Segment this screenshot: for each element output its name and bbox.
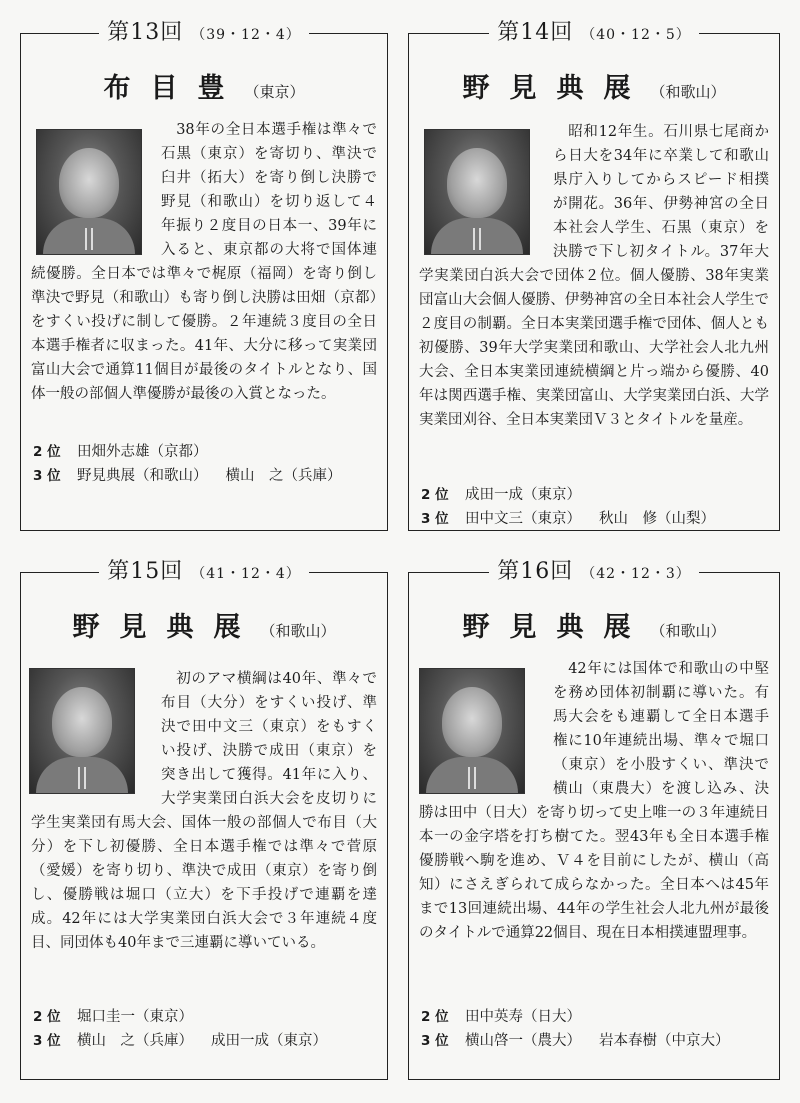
placings: [421, 483, 769, 531]
round-number: 第13回: [107, 20, 184, 45]
bio-text: 38年の全日本選手権は準々で石黒（東京）を寄切り、準決で臼井（拓大）を寄り倒し決勝で野見（和歌山）を切り返して４年振り２度目の日本一、39年に入ると、東京都の大将で国体連続優勝。全日本では準々で梶原（福岡）を寄り倒し準決で野見（和歌山）も寄り倒し決勝は田畑（京都）をすくい投げに制して優勝。２年連続３度目の全日本選手権者に収まった。41年、大分に移って実業団富山大会で通算11個目が最後のタイトルとなり、国体一般の部個人準優勝が最後の入賞となった。: [31, 122, 377, 402]
champion-bio: [31, 118, 377, 406]
second-place: [33, 440, 377, 464]
panel-heading: [409, 558, 779, 586]
champion-name: 野見典展: [462, 73, 651, 104]
panel-heading: [21, 558, 387, 586]
champion-heading: [409, 605, 779, 644]
round-number: 第14回: [497, 20, 574, 45]
second-place-name: 堀口圭一（東京）: [77, 1009, 193, 1025]
second-place-name: 田中英寿（日大）: [465, 1009, 581, 1025]
panel-heading: [409, 19, 779, 47]
panel-heading: [21, 19, 387, 47]
round-number: 第15回: [107, 559, 184, 584]
second-place-label: 2 位: [421, 487, 449, 503]
champion-prefecture: （和歌山）: [650, 622, 726, 640]
round-date: （42・12・3）: [581, 566, 691, 582]
champion-bio: [419, 657, 769, 945]
second-place-name: 田畑外志雄（京都）: [77, 444, 208, 460]
third-place-label: 3 位: [33, 1033, 61, 1049]
bio-text: 初のアマ横綱は40年、準々で布目（大分）をすくい投げ、準決で田中文三（東京）をもすくい投げ、決勝で成田（東京）を突き出して獲得。41年に入り、大学実業団白浜大会を皮切りに学生実業団有馬大会、国体一般の部個人で布目（大分）を下し初優勝、全日本選手権では準々で菅原（愛媛）を寄り切り、準決で成田（東京）を寄り倒し、優勝戦は堀口（立大）を下手投げで連覇を達成。42年には大学実業団白浜大会で３年連続４度目、同団体も40年まで三連覇に導いている。: [31, 671, 377, 951]
round-number: 第16回: [497, 559, 574, 584]
placings: [33, 1005, 377, 1053]
tournament-13-panel: [20, 20, 388, 531]
third-place-name-b: 成田一成（東京）: [211, 1033, 327, 1049]
tournament-16-panel: [408, 559, 780, 1080]
champion-name: 野見典展: [462, 612, 651, 643]
third-place-name-a: 田中文三（東京）: [465, 511, 581, 527]
champion-heading: [409, 66, 779, 105]
second-place: [33, 1005, 377, 1029]
round-date: （41・12・4）: [191, 566, 301, 582]
third-place: [421, 507, 769, 531]
champion-prefecture: （和歌山）: [260, 622, 336, 640]
third-place: [421, 1029, 769, 1053]
champion-name: 野見典展: [72, 612, 261, 643]
champion-prefecture: （東京）: [244, 83, 305, 101]
third-place-label: 3 位: [421, 511, 449, 527]
placings: [421, 1005, 769, 1053]
round-date: （39・12・4）: [191, 27, 301, 43]
third-place-name-a: 横山啓一（農大）: [465, 1033, 581, 1049]
champion-heading: [21, 605, 387, 644]
bio-text: 42年には国体で和歌山の中堅を務め団体初制覇に導いた。有馬大会をも連覇して全日本選手権に10年連続出場、準々で堀口（東京）を小股すくい、準決で横山（東農大）を渡し込み、決勝は田中（日大）を寄り切って史上唯一の３年連続日本一の金字塔を打ち樹てた。翌43年も全日本選手権優勝戦へ駒を進め、Ｖ４を目前にしたが、横山（高知）にさえぎられて成らなかった。全日本へは45年まで13回連続出場、44年の学生社会人北九州が最後のタイトルで通算22個目、現在日本相撲連盟理事。: [419, 661, 769, 941]
third-place: [33, 464, 377, 488]
second-place: [421, 483, 769, 507]
round-date: （40・12・5）: [581, 27, 691, 43]
bio-text: 昭和12年生。石川県七尾商から日大を34年に卒業して和歌山県庁入りしてからスピード相撲が開花。36年、伊勢神宮の全日本社会人学生、石黒（東京）を決勝で下し初タイトル。37年大学実業団白浜大会で団体２位。個人優勝、38年実業団富山大会個人優勝、伊勢神宮の全日本社会人学生で２度目の制覇。全日本実業団選手権で団体、個人とも初優勝、39年大学実業団和歌山、大学社会人北九州大会、全日本実業団連続横綱と片っ端から優勝、40年は関西選手権、実業団富山、大学実業団白浜、大学実業団刈谷、全日本実業団Ｖ３とタイトルを量産。: [419, 124, 769, 428]
third-place-name-a: 横山 之（兵庫）: [77, 1033, 193, 1049]
second-place-label: 2 位: [421, 1009, 449, 1025]
second-place-name: 成田一成（東京）: [465, 487, 581, 503]
champion-bio: [419, 120, 769, 432]
third-place: [33, 1029, 377, 1053]
second-place-label: 2 位: [33, 1009, 61, 1025]
tournament-15-panel: [20, 559, 388, 1080]
third-place-label: 3 位: [421, 1033, 449, 1049]
placings: [33, 440, 377, 488]
tournament-14-panel: [408, 20, 780, 531]
third-place-name-b: 岩本春樹（中京大）: [599, 1033, 730, 1049]
third-place-name-b: 横山 之（兵庫）: [225, 468, 342, 484]
champion-bio: [31, 667, 377, 955]
second-place: [421, 1005, 769, 1029]
champion-heading: [21, 66, 387, 105]
third-place-label: 3 位: [33, 468, 61, 484]
third-place-name-a: 野見典展（和歌山）: [77, 468, 208, 484]
champion-name: 布目豊: [103, 73, 245, 104]
champion-prefecture: （和歌山）: [650, 83, 726, 101]
third-place-name-b: 秋山 修（山梨）: [599, 511, 715, 527]
second-place-label: 2 位: [33, 444, 61, 460]
